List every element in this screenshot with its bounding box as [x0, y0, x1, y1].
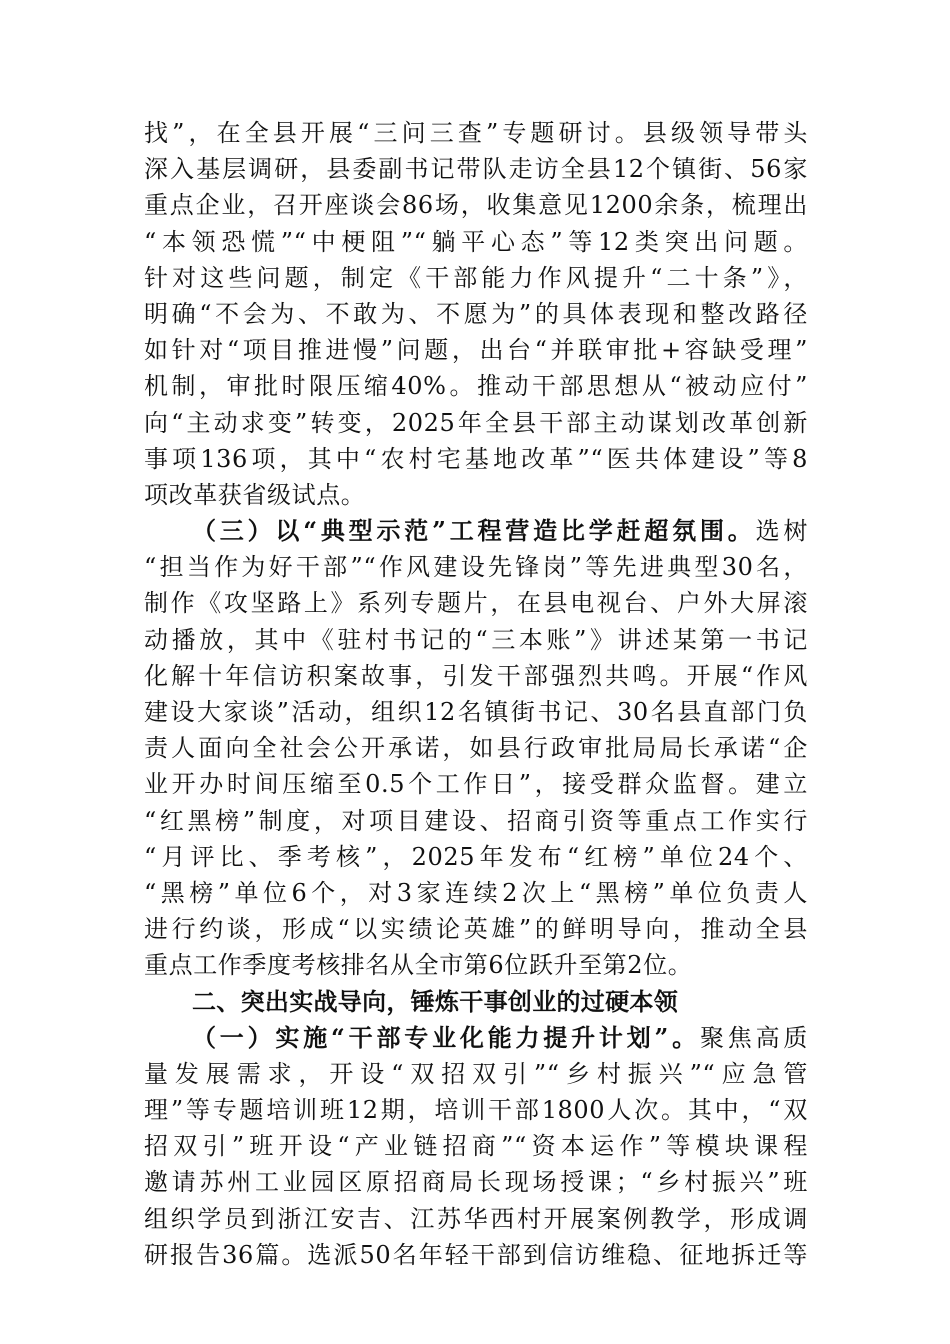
text-line: 机制，审批时限压缩40%。推动干部思想从“被动应付”	[144, 372, 808, 401]
text-line: “黑榜”单位6个，对3家连续2次上“黑榜”单位负责人	[144, 878, 808, 907]
text-line: 责人面向全社会公开承诺，如县行政审批局局长承诺“企	[144, 734, 808, 763]
section-1-heading: （一）实施“干部专业化能力提升计划”。	[192, 1022, 700, 1052]
text-line: “本领恐慌”“中梗阻”“躺平心态”等12类突出问题。	[144, 227, 808, 256]
document-body	[144, 115, 808, 1273]
text-line: 如针对“项目推进慢”问题，出台“并联审批+容缺受理”	[144, 336, 808, 365]
section-1-first-line	[144, 1020, 808, 1056]
text-line: 化解十年信访积案故事，引发干部强烈共鸣。开展“作风	[144, 661, 808, 690]
text-line: 研报告36篇。选派50名年轻干部到信访维稳、征地拆迁等	[144, 1240, 808, 1269]
section-3-first-line	[144, 513, 808, 549]
text-line: 针对这些问题，制定《干部能力作风提升“二十条”》，	[144, 263, 808, 292]
section-3-first-line-text: 选树	[755, 517, 808, 546]
text-line: “月评比、季考核”，2025年发布“红榜”单位24个、	[144, 842, 808, 871]
text-line: 事项136项，其中“农村宅基地改革”“医共体建设”等8	[144, 444, 808, 473]
text-line: 动播放，其中《驻村书记的“三本账”》讲述某第一书记	[144, 625, 808, 654]
text-line: 找”，在全县开展“三问三查”专题研讨。县级领导带头	[144, 119, 808, 147]
text-line: 向“主动求变”转变，2025年全县干部主动谋划改革创新	[144, 408, 808, 437]
text-line: 深入基层调研，县委副书记带队走访全县12个镇街、56家	[144, 155, 808, 184]
text-line: 业开办时间压缩至0.5个工作日”，接受群众监督。建立	[144, 770, 808, 799]
text-line: 进行约谈，形成“以实绩论英雄”的鲜明导向，推动全县	[144, 915, 808, 944]
text-line: “红黑榜”制度，对项目建设、招商引资等重点工作实行	[144, 806, 808, 835]
text-line: 重点工作季度考核排名从全市第6位跃升至第2位。	[144, 951, 693, 980]
section-3-heading: （三）以“典型示范”工程营造比学赶超氛围。	[192, 516, 756, 546]
part-2-heading: 二、突出实战导向，锤炼干事创业的过硬本领	[192, 987, 678, 1016]
text-line: 重点企业，召开座谈会86场，收集意见1200余条，梳理出	[144, 191, 808, 220]
text-line: 建设大家谈”活动，组织12名镇街书记、30名县直部门负	[144, 698, 808, 726]
section-1-first-line-text: 聚焦高质	[699, 1023, 808, 1052]
text-line: 邀请苏州工业园区原招商局长现场授课；“乡村振兴”班	[144, 1168, 808, 1197]
text-line: 理”等专题培训班12期，培训干部1800人次。其中，“双	[144, 1096, 808, 1125]
text-line: 制作《攻坚路上》系列专题片，在县电视台、户外大屏滚	[144, 589, 808, 618]
text-line: 招双引”班开设“产业链招商”“资本运作”等模块课程	[144, 1132, 808, 1161]
text-line: 明确“不会为、不敢为、不愿为”的具体表现和整改路径	[144, 299, 808, 328]
text-line: “担当作为好干部”“作风建设先锋岗”等先进典型30名，	[144, 553, 808, 582]
text-line: 量发展需求，开设“双招双引”“乡村振兴”“应急管	[144, 1059, 808, 1088]
text-line: 组织学员到浙江安吉、江苏华西村开展案例教学，形成调	[144, 1204, 808, 1233]
text-line: 项改革获省级试点。	[144, 480, 366, 509]
